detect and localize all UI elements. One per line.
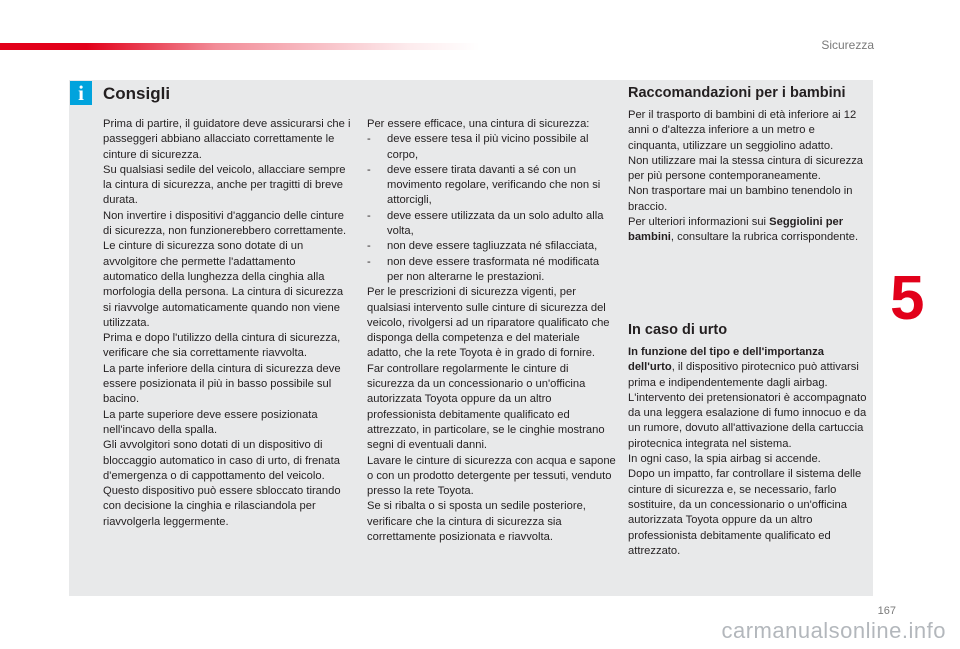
paragraph: Non utilizzare mai la stessa cintura di sicurezza per più persone contemporaneamente.: [628, 154, 864, 183]
seggiolini-link-text: Seggiolini per bambini: [628, 216, 844, 244]
paragraph: Lavare le cinture di sicurezza con acqua e sapone o con un prodotto detergente per tessuti, venduto presso la rete Toyota.: [367, 454, 616, 498]
list-item: - non deve essere tagliuzzata né sfilacciata,: [367, 239, 617, 254]
list-item: - non deve essere trasformata né modificata per non alterarne le prestazioni.: [367, 255, 617, 286]
page-number: 167: [877, 605, 896, 617]
paragraph: Far controllare regolarmente le cinture di sicurezza da un concessionario o un'officina autorizzata Toyota oppure da un altro professionista debitamente qualificato ed attrezzato, in particolare, se le cinghie mostrano segni di eventuali danni.: [367, 362, 605, 452]
paragraph: Prima di partire, il guidatore deve assicurarsi che i passeggeri abbiano allacciato correttamente le cinture di sicurezza.: [103, 118, 351, 161]
watermark: carmanualsonline.info: [721, 618, 946, 643]
paragraph: Non invertire i dispositivi d'aggancio delle cinture di sicurezza, non funzionerebbero correttamente.: [103, 209, 347, 238]
text-run: , il dispositivo pirotecnico può attivarsi prima e indipendentemente dagli airbag. L'intervento dei pretensionatori è accompagnato da una leggera esalazione di fumo innocuo e da un rumore, dovuto all'attivazione della cartuccia pirotecnica integrata nel sistema.: [628, 361, 867, 450]
paragraph: Se si ribalta o si sposta un sedile posteriore, verificare che la cintura di sicurezza sia correttamente posizionata e riavvolta.: [367, 500, 586, 544]
paragraph: Gli avvolgitori sono dotati di un dispositivo di bloccaggio automatico in caso di urto, di frenata d'emergenza o di cappottamento del veicolo. Questo dispositivo può essere sbloccato tirando con decisione la cinghia e rilasciandola per riavvolgerla leggermente.: [103, 439, 341, 528]
paragraph: Prima e dopo l'utilizzo della cintura di sicurezza, verificare che sia correttamente riavvolta.: [103, 332, 341, 360]
consigli-column-1: [103, 117, 353, 530]
header-accent-bar: [0, 43, 480, 50]
section-title: Sicurezza: [821, 38, 874, 52]
list-item: - deve essere utilizzata da un solo adulto alla volta,: [367, 209, 617, 240]
paragraph: Dopo un impatto, far controllare il sistema delle cinture di sicurezza e, se necessario, farlo sostituire, da un concessionario o un'officina autorizzata Toyota oppure da un altro professionista debitamente qualificato ed attrezzato.: [628, 468, 862, 557]
urto-heading: In caso di urto: [628, 322, 728, 338]
text-run: , consultare la rubrica corrispondente.: [670, 231, 859, 244]
paragraph: Su qualsiasi sedile del veicolo, allacciare sempre la cintura di sicurezza, anche per tragitti di breve durata.: [103, 163, 346, 207]
paragraph: Non trasportare mai un bambino tenendolo in braccio.: [628, 185, 853, 213]
paragraph: Per il trasporto di bambini di età inferiore ai 12 anni o d'altezza inferiore a un metro e cinquanta, utilizzare un seggiolino adatto.: [628, 109, 857, 152]
chapter-number: 5: [890, 264, 925, 333]
paragraph: La parte superiore deve essere posizionata nell'incavo della spalla.: [103, 408, 318, 436]
info-icon: i: [70, 81, 92, 105]
bambini-column: [628, 108, 868, 246]
bold-lead: In funzione del tipo e dell'importanza dell'urto: [628, 346, 824, 374]
paragraph: La parte inferiore della cintura di sicurezza deve essere posizionata il più in basso possibile sul bacino.: [103, 362, 341, 406]
list-item: - deve essere tirata davanti a sé con un movimento regolare, verificando che non si attorcigli,: [367, 163, 617, 209]
text-run: Per ulteriori informazioni sui: [628, 216, 770, 229]
consigli-column-2: [367, 117, 617, 545]
list-item: - deve essere tesa il più vicino possibile al corpo,: [367, 132, 617, 163]
requirements-list: [367, 132, 617, 285]
paragraph: Le cinture di sicurezza sono dotate di un avvolgitore che permette l'adattamento automatico della lunghezza della cinghia alla morfologia della persona. La cintura di sicurezza si riavvolge automaticamente quando non viene utilizzata.: [103, 240, 344, 329]
urto-column: [628, 345, 868, 559]
bambini-heading: Raccomandazioni per i bambini: [628, 85, 846, 101]
list-intro: Per essere efficace, una cintura di sicurezza:: [367, 118, 590, 130]
consigli-heading: Consigli: [103, 84, 171, 103]
paragraph: [628, 215, 868, 246]
paragraph: In ogni caso, la spia airbag si accende.: [628, 453, 821, 466]
paragraph: Per le prescrizioni di sicurezza vigenti, per qualsiasi intervento sulle cinture di sicurezza del veicolo, rivolgersi ad un riparatore qualificato che disponga della competenza e del materiale adatto, che la rete Toyota è in grado di fornire.: [367, 286, 610, 360]
paragraph: [628, 345, 868, 452]
